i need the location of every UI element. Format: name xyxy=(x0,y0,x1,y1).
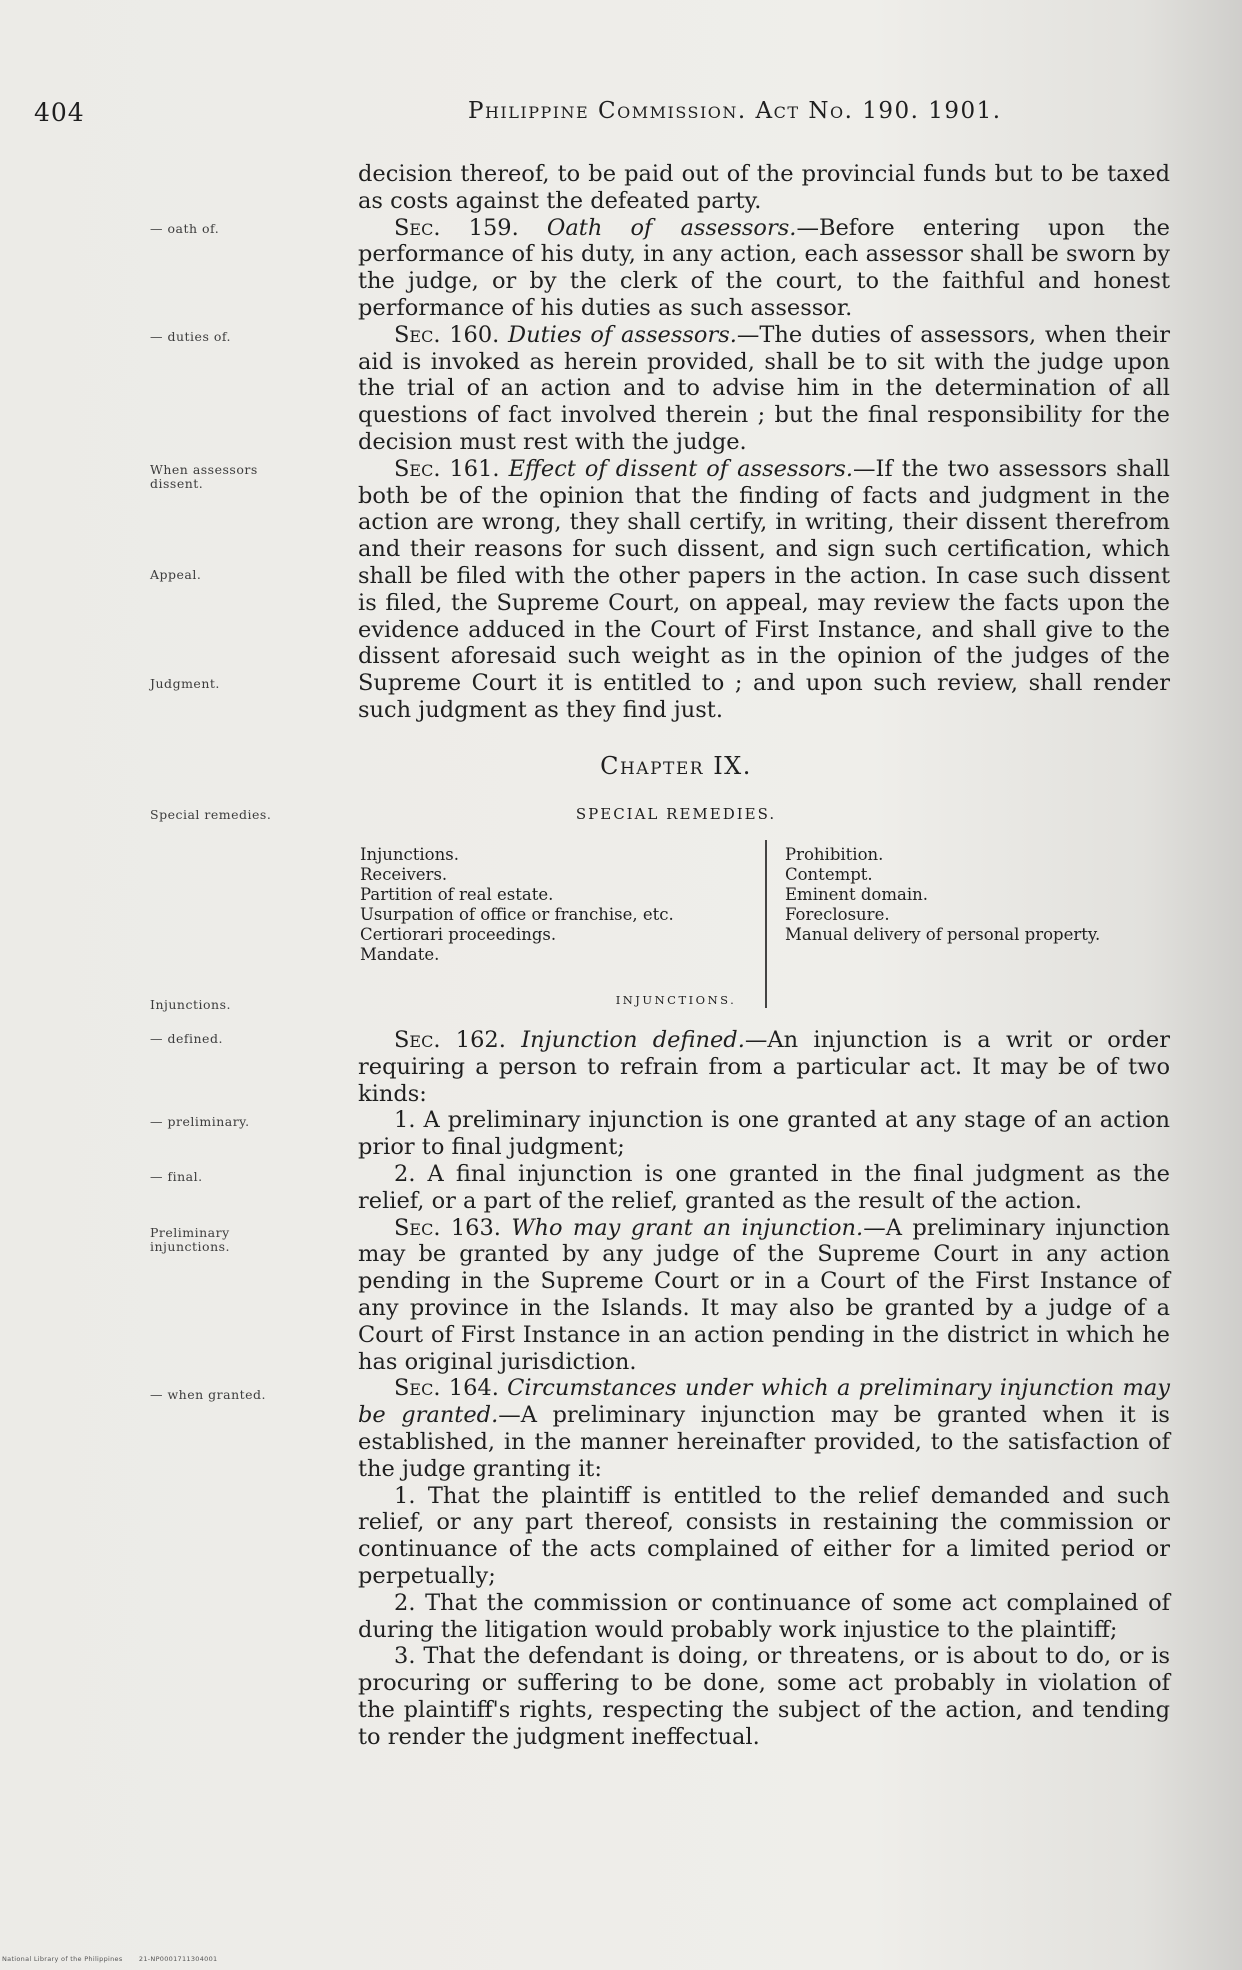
list-item: Receivers. xyxy=(360,865,448,884)
section-164-item-2: 2. That the commission or continuance of some act complained of during the litigation would probably work injustice to the plaintiff; xyxy=(358,1589,1170,1643)
section-163: Sec. 163. Who may grant an injunction.—A preliminary injunction may be granted by any judge of the Supreme Court in any action pending in the Supreme Court or in a Court of the First Instance of any province in the Islands. It may also be granted by a judge of a Court of First Instance in an action pending in the district in which he has original jurisdiction. xyxy=(358,1214,1170,1375)
margin-note-injunctions: Injunctions. xyxy=(150,997,231,1012)
section-160: Sec. 160. Duties of assessors.—The duties of assessors, when their aid is invoked as herein provided, shall be to sit with the judge upon the trial of an action and to advise him in the determination of all questions of fact involved therein ; but the final responsibility for the decision must rest with the judge. xyxy=(358,321,1170,455)
section-162-item-1: 1. A preliminary injunction is one granted at any stage of an action prior to final judgment; xyxy=(358,1107,1170,1161)
list-item: Contempt. xyxy=(785,865,873,884)
margin-note-appeal: Appeal. xyxy=(150,567,202,582)
list-item: Eminent domain. xyxy=(785,885,928,904)
list-item: Prohibition. xyxy=(785,845,884,864)
running-head: Philippine Commission. Act No. 190. 1901. xyxy=(468,98,1002,124)
footer-library: National Library of the Philippines xyxy=(2,1955,123,1963)
margin-note-duties: — duties of. xyxy=(150,329,232,344)
footer-code: 21-NP0001711304001 xyxy=(138,1955,218,1963)
margin-note-defined: — defined. xyxy=(150,1031,223,1046)
paragraph-continuation: decision thereof, to be paid out of the provincial funds but to be taxed as costs against the defeated party. xyxy=(358,161,1170,214)
remedies-list-right xyxy=(785,845,1175,945)
margin-note-judgment: Judgment. xyxy=(150,676,220,691)
section-164-item-1: 1. That the plaintiff is entitled to the relief demanded and such relief, or any part thereof, consists in restaining the commission or continuance of the acts complained of either for a limited period or perpetually; xyxy=(358,1482,1170,1589)
margin-note-special-remedies: Special remedies. xyxy=(150,807,272,822)
section-161: Sec. 161. Effect of dissent of assessors.—If the two assessors shall both be of the opinion that the finding of facts and judgment in the action are wrong, they shall certify, in writing, their dissent therefrom and their reasons for such dissent, and sign such certification, which shall be filed with the other papers in the action. In case such dissent is filed, the Supreme Court, on appeal, may review the facts upon the evidence adduced in the Court of First Instance, and shall give to the dissent aforesaid such weight as in the opinion of the judges of the Supreme Court it is entitled to ; and upon such review, shall render such judgment as they find just. xyxy=(358,455,1170,723)
margin-note-when-granted: — when granted. xyxy=(150,1387,267,1402)
list-item: Partition of real estate. xyxy=(360,885,554,904)
page-number: 404 xyxy=(34,98,85,127)
list-item: Usurpation of office or franchise, etc. xyxy=(360,905,674,924)
list-item: Manual delivery of personal property. xyxy=(785,925,1101,944)
chapter-title: Chapter IX. xyxy=(600,752,752,780)
margin-note-preliminary-injunctions: Preliminary injunctions. xyxy=(150,1225,231,1254)
section-164: Sec. 164. Circumstances under which a preliminary injunction may be granted.—A preliminary injunction may be granted when it is established, in the manner hereinafter provided, to the satisfaction of the judge granting it: xyxy=(358,1375,1170,1482)
list-item: Mandate. xyxy=(360,945,440,964)
section-159: Sec. 159. Oath of assessors.—Before entering upon the performance of his duty, in any action, each assessor shall be sworn by the judge, or by the clerk of the court, to the faithful and honest performance of his duties as such assessor. xyxy=(358,214,1170,321)
injunctions-heading: INJUNCTIONS. xyxy=(615,993,737,1007)
scan-footer xyxy=(2,1955,231,1963)
margin-note-final: — final. xyxy=(150,1169,203,1184)
remedies-list-left xyxy=(360,845,760,965)
body-text-upper xyxy=(358,161,1170,724)
list-item: Certiorari proceedings. xyxy=(360,925,557,944)
section-164-item-3: 3. That the defendant is doing, or threatens, or is about to do, or is procuring or suffering to be done, some act probably in violation of the plaintiff's rights, respecting the subject of the action, and tending to render the judgment ineffectual. xyxy=(358,1643,1170,1750)
margin-note-preliminary: — preliminary. xyxy=(150,1114,250,1129)
section-162: Sec. 162. Injunction defined.—An injunction is a writ or order requiring a person to refrain from a particular act. It may be of two kinds: xyxy=(358,1027,1170,1107)
margin-note-dissent: When assessors dissent. xyxy=(150,462,258,491)
column-divider xyxy=(765,840,767,1008)
list-item: Foreclosure. xyxy=(785,905,890,924)
margin-note-oath: — oath of. xyxy=(150,221,220,236)
body-text-lower xyxy=(358,1027,1170,1751)
list-item: Injunctions. xyxy=(360,845,459,864)
section-162-item-2: 2. A final injunction is one granted in the final judgment as the relief, or a part of the relief, granted as the result of the action. xyxy=(358,1160,1170,1214)
chapter-subtitle: SPECIAL REMEDIES. xyxy=(575,805,777,823)
